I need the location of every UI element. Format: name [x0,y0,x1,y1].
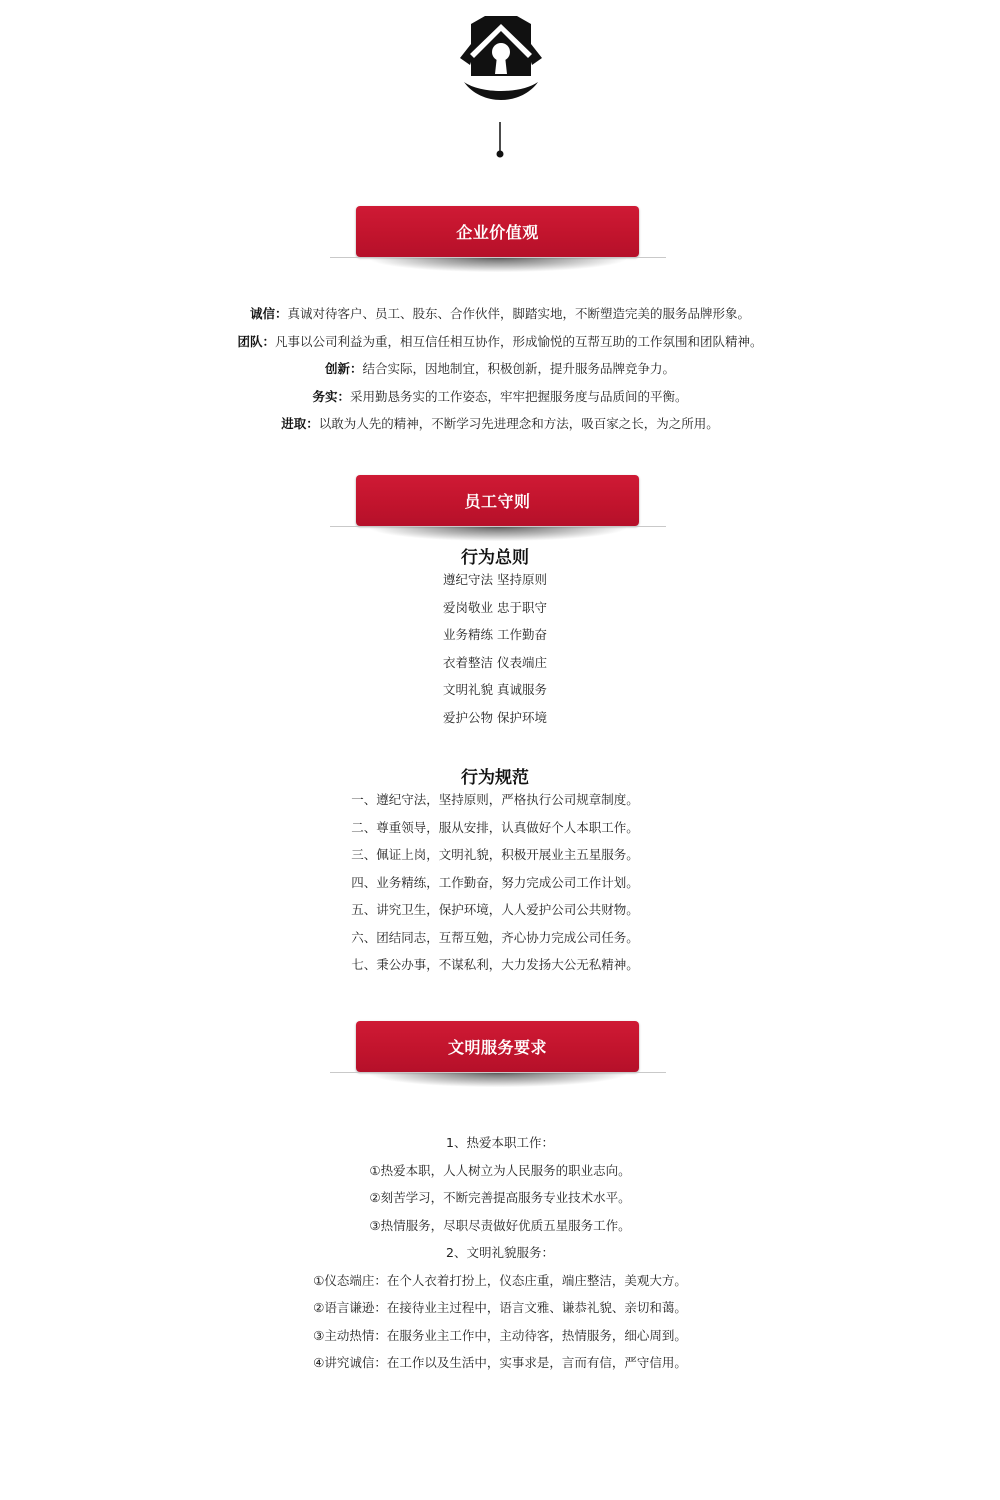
list-item: 业务精练 工作勤奋 [443,627,547,642]
banner-shadow [370,527,626,541]
list-item: 一、遵纪守法，坚持原则，严格执行公司规章制度。 [351,792,639,807]
list-item: 衣着整洁 仪表端庄 [443,654,547,670]
list-item: 三、佩证上岗，文明礼貌，积极开展业主五星服务。 [351,847,639,862]
section-banner-code [330,475,666,547]
list-item: 爱护公物 保护环境 [443,709,547,725]
value-term: 务实： [312,388,350,404]
value-item [0,383,1000,411]
norms-title: 行为规范 [461,768,529,788]
list-item: ③主动热情：在服务业主工作中，主动待客，热情服务，细心周到。 [313,1327,687,1343]
list-item: ①热爱本职，人人树立为人民服务的职业志向。 [369,1162,631,1178]
list-item: 四、业务精练，工作勤奋，努力完成公司工作计划。 [351,874,639,890]
section-title-code: 员工守则 [356,475,639,526]
service-list [0,1129,1000,1377]
values-list [0,300,1000,438]
value-text: 采用勤恳务实的工作姿态，牢牢把握服务度与品质间的平衡。 [350,388,688,404]
section-banner-service [330,1021,666,1093]
list-item: 遵纪守法 坚持原则 [443,572,547,587]
value-item [0,355,1000,383]
service-heading: 1、热爱本职工作： [446,1135,554,1150]
section-title-values: 企业价值观 [356,206,639,257]
connector-pin [496,122,504,160]
list-item: 六、团结同志，互帮互勉，齐心协力完成公司任务。 [351,929,639,945]
norms-list [0,786,990,979]
value-text: 真诚对待客户、员工、股东、合作伙伴，脚踏实地，不断塑造完美的服务品牌形象。 [287,306,751,321]
list-item: 二、尊重领导，服从安排，认真做好个人本职工作。 [351,819,639,835]
value-item [0,328,1000,356]
banner-shadow [370,1073,626,1087]
principles-title: 行为总则 [461,548,529,568]
list-item: ④讲究诚信：在工作以及生活中，实事求是，言而有信，严守信用。 [313,1355,687,1370]
value-item [0,300,1000,328]
list-item: 七、秉公办事，不谋私利，大力发扬大公无私精神。 [351,957,639,972]
value-item [0,410,1000,438]
banner-shadow [370,258,626,272]
value-term: 团队： [237,333,275,349]
principles-list [0,566,990,731]
list-item: 五、讲究卫生，保护环境，人人爱护公司公共财物。 [351,902,639,917]
section-title-service: 文明服务要求 [356,1021,639,1072]
value-term: 进取： [281,416,319,431]
value-text: 凡事以公司利益为重，相互信任相互协作，形成愉悦的互帮互助的工作氛围和团队精神。 [275,333,763,349]
list-item: ②刻苦学习，不断完善提高服务专业技术水平。 [369,1190,631,1205]
value-term: 诚信： [249,306,288,321]
list-item: ③热情服务，尽职尽责做好优质五星服务工作。 [369,1217,631,1233]
service-heading: 2、文明礼貌服务： [446,1245,554,1260]
value-text: 以敢为人先的精神，不断学习先进理念和方法，吸百家之长，为之所用。 [318,416,719,431]
list-item: ②语言谦逊：在接待业主过程中，语言文雅、谦恭礼貌、亲切和蔼。 [313,1300,687,1315]
value-term: 创新： [324,361,363,376]
list-item: 文明礼貌 真诚服务 [443,682,547,697]
list-item: 爱岗敬业 忠于职守 [443,599,547,615]
value-text: 结合实际，因地制宜，积极创新，提升服务品牌竞争力。 [362,361,676,376]
list-item: ①仪态端庄：在个人衣着打扮上，仪态庄重，端庄整洁，美观大方。 [313,1272,687,1288]
house-keyhole-icon [455,14,547,104]
section-banner-values [330,206,666,278]
